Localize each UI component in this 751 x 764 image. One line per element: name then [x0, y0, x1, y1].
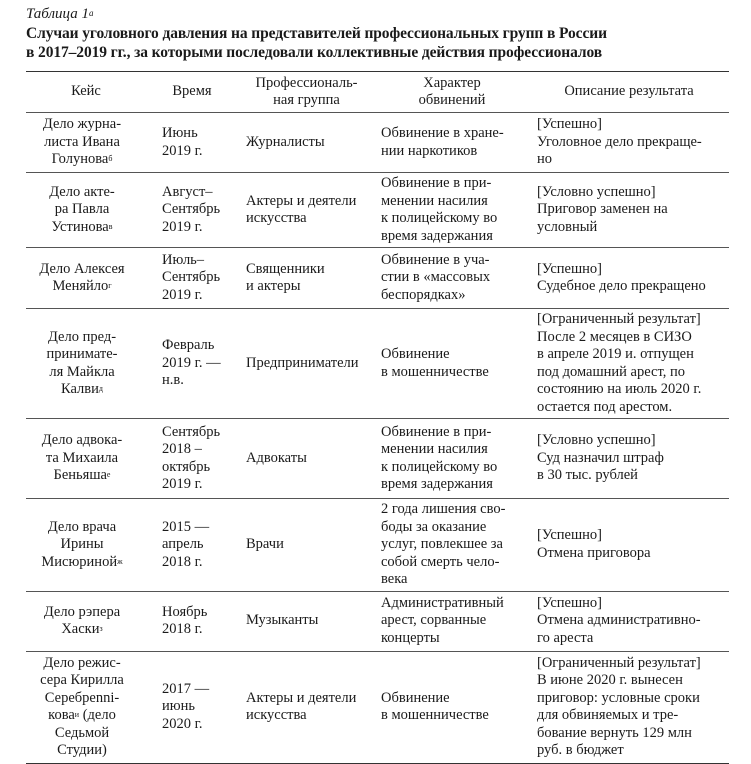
cell-charge-line: Обвинение: [381, 689, 450, 706]
footnote-mark: е: [106, 470, 111, 480]
case-text: Дело журна-: [42, 116, 122, 133]
cell-group-line: Адвокаты: [246, 449, 307, 466]
cell-charge: [375, 173, 529, 248]
case-text: Дело рэпера: [43, 603, 121, 620]
cell-case-line: [26, 261, 138, 279]
cell-group: [238, 113, 375, 173]
cell-result-line: [Успешно]: [537, 594, 602, 611]
cell-group: [238, 173, 375, 248]
cell-group: [238, 591, 375, 651]
cell-charge-line: в мошенничестве: [381, 363, 489, 380]
cell-result-line: Суд назначил штраф: [537, 449, 664, 466]
cell-time-line: 2019 г.: [162, 142, 203, 159]
cell-result-line: [Ограниченный результат]: [537, 654, 701, 671]
table-row: [26, 651, 729, 763]
cell-group-line: искусства: [246, 707, 307, 723]
cell-group-line: Музыканты: [246, 612, 319, 629]
cell-case: [26, 309, 146, 419]
cell-time-line: Июль–: [162, 251, 205, 268]
cell-time: [146, 113, 238, 173]
cell-case-line: [26, 134, 138, 152]
cell-result: [529, 173, 729, 248]
cell-time-line: 2018 –: [162, 441, 202, 457]
cell-charge-line: 2 года лишения сво-: [381, 501, 506, 517]
cell-case: [26, 173, 146, 248]
cell-charge: [375, 651, 529, 763]
footnote-mark: и: [74, 710, 80, 719]
table-body: [26, 113, 729, 764]
cell-result-line: После 2 месяцев в СИЗО: [537, 328, 692, 345]
cell-charge: [375, 419, 529, 499]
case-text: ля Майкла: [49, 363, 115, 380]
header-case: Кейс: [71, 83, 101, 100]
cell-time: [146, 309, 238, 419]
cell-time-line: Сентябрь: [162, 269, 221, 286]
cell-result-line: Приговор заменен на: [537, 201, 668, 218]
case-text: принимате-: [46, 346, 118, 362]
footnote-mark: з: [99, 624, 103, 633]
cell-case: [26, 248, 146, 309]
cell-charge-line: время задержания: [381, 227, 493, 244]
case-text: Дело адвока-: [41, 432, 123, 449]
cell-result-line: [Ограниченный результат]: [537, 311, 701, 327]
case-text: Дело режис-: [43, 654, 121, 671]
cell-time: [146, 651, 238, 763]
caption-footnote-mark: а: [88, 8, 94, 18]
cell-charge-line: менении насилия: [381, 192, 488, 209]
cell-result: [529, 113, 729, 173]
header-charge-line: обвинений: [418, 92, 486, 108]
cell-charge-line: Административный: [381, 594, 504, 611]
cell-charge-line: собой смерть чело-: [381, 553, 500, 570]
cell-time: [146, 248, 238, 309]
table-row: [26, 499, 729, 592]
header-charge: [375, 72, 529, 113]
table-title-line: в 2017–2019 гг., за которыми последовали коллективные действия профессионалов: [26, 44, 603, 61]
case-text: Дело акте-: [49, 183, 115, 200]
table-row: [26, 113, 729, 173]
cell-group-line: и актеры: [246, 278, 301, 294]
cell-charge-line: стии в «массовых: [381, 269, 491, 286]
cell-result-line: [Успешно]: [537, 260, 602, 277]
cell-case-line: [26, 604, 138, 622]
case-text: Голунова: [51, 151, 109, 168]
cell-time-line: июнь: [162, 698, 195, 715]
cell-result-line: го ареста: [537, 629, 594, 646]
cell-case-line: [26, 201, 138, 219]
cell-case-line: [26, 519, 138, 537]
case-text: Дело Алексея: [39, 260, 125, 277]
cell-case-line: [26, 219, 138, 237]
table-row: [26, 309, 729, 419]
cell-time-line: 2019 г.: [162, 218, 203, 235]
cell-charge: [375, 113, 529, 173]
cell-charge-line: в мошенничестве: [381, 707, 489, 723]
table-caption: Таблица $1^а$: [26, 6, 94, 22]
cell-case-line: [26, 707, 138, 725]
cell-group-line: Священники: [246, 260, 325, 277]
cell-group-line: Актеры и деятели: [246, 689, 357, 706]
cell-case-line: [26, 621, 138, 639]
case-text: Серебрenni-: [44, 689, 120, 706]
cell-time-line: Сентябрь: [162, 201, 221, 218]
case-text: Хаски: [61, 621, 100, 637]
cell-charge: [375, 248, 529, 309]
cell-charge-line: к полицейскому во: [381, 458, 498, 475]
cell-charge-line: концерты: [381, 629, 440, 646]
cell-case: [26, 651, 146, 763]
cell-result-line: но: [537, 151, 553, 168]
cell-case-line: Студии): [57, 742, 107, 758]
cell-result-line: в апреле 2019 и. отпущен: [537, 346, 694, 362]
cell-result: [529, 499, 729, 592]
cell-case-line: [26, 116, 138, 134]
cell-time-line: 2019 г.: [162, 286, 203, 303]
cell-case-line: [26, 536, 138, 554]
cell-result: [529, 591, 729, 651]
footnote-mark: в: [108, 221, 113, 231]
cell-result-line: [Успешно]: [537, 527, 602, 544]
cell-time-line: 2019 г. —: [162, 354, 221, 371]
cell-case-line: [26, 690, 138, 708]
cell-time-line: 2015 —: [162, 518, 210, 535]
cell-group-line: Предприниматели: [246, 354, 359, 371]
cell-result-line: [Условно успешно]: [537, 432, 656, 449]
cell-result-line: Судебное дело прекращено: [537, 278, 706, 294]
cell-time-line: апрель: [162, 536, 204, 552]
cell-case-line: [26, 432, 138, 450]
cell-result-line: Уголовное дело прекраще-: [537, 133, 702, 150]
cell-charge-line: века: [381, 571, 408, 587]
cell-time-line: Сентябрь: [162, 423, 221, 440]
cell-time-line: Ноябрь: [162, 603, 208, 620]
case-text: Беньяша: [53, 467, 107, 484]
case-text: Ирины: [60, 536, 104, 552]
cell-time-line: н.в.: [162, 372, 184, 389]
cell-group: [238, 651, 375, 763]
cell-time-line: 2017 —: [162, 680, 210, 697]
cell-case-line: [26, 467, 138, 485]
cell-charge: [375, 309, 529, 419]
cell-case-line: [26, 329, 138, 347]
cell-case: [26, 113, 146, 173]
cell-charge-line: боды за оказание: [381, 518, 487, 535]
cell-time-line: 2020 г.: [162, 715, 203, 732]
cell-result-line: приговор: условные сроки: [537, 689, 700, 706]
cell-group-line: Актеры и деятели: [246, 192, 357, 209]
cell-result-line: состоянию на июль 2020 г.: [537, 381, 702, 397]
case-text: листа Ивана: [44, 133, 120, 150]
footnote-mark: д: [98, 384, 103, 393]
cell-time-line: Февраль: [162, 337, 215, 354]
cell-time-line: Август–: [162, 183, 213, 200]
cell-time-line: 2018 г.: [162, 621, 203, 637]
cell-charge: [375, 499, 529, 592]
cell-result-line: под домашний арест, по: [537, 363, 685, 380]
table-title: [26, 24, 729, 62]
case-text: (дело: [82, 707, 116, 723]
cell-case-line: Седьмой: [54, 724, 110, 741]
case-text: Меняйло: [52, 278, 109, 294]
header-time: Время: [172, 83, 212, 100]
cell-charge: [375, 591, 529, 651]
cell-charge-line: арест, сорванные: [381, 612, 487, 629]
cell-result-line: Отмена приговора: [537, 544, 651, 561]
cell-case: [26, 419, 146, 499]
cell-result-line: [Условно успешно]: [537, 183, 656, 200]
cell-result-line: [Успешно]: [537, 116, 602, 133]
cell-case-line: [26, 450, 138, 468]
cell-group-line: искусства: [246, 210, 307, 226]
cell-result: [529, 419, 729, 499]
table-title-line: Случаи уголовного давления на представителей профессиональных групп в России: [26, 25, 607, 42]
cell-case-line: [26, 151, 138, 169]
cell-charge-line: Обвинение в при-: [381, 423, 492, 440]
cell-group: [238, 309, 375, 419]
cell-group: [238, 499, 375, 592]
cell-charge-line: время задержания: [381, 476, 493, 492]
cell-result-line: для обвиняемых и тре-: [537, 707, 679, 723]
cell-time: [146, 499, 238, 592]
cell-charge-line: Обвинение в при-: [381, 175, 492, 191]
cell-time: [146, 419, 238, 499]
footnote-mark: г: [108, 281, 112, 290]
header-group-line: Профессиональ-: [255, 74, 358, 91]
cell-charge-line: услуг, повлекшее за: [381, 536, 503, 552]
cell-group-line: Врачи: [246, 536, 284, 552]
cell-group: [238, 419, 375, 499]
cell-charge-line: Обвинение в хране-: [381, 125, 504, 141]
cell-case: [26, 591, 146, 651]
header-group: [238, 72, 375, 113]
cell-time-line: Июнь: [162, 125, 198, 141]
cell-result: [529, 651, 729, 763]
case-text: кова: [48, 707, 75, 723]
case-text: сера Кирилла: [40, 672, 124, 688]
case-text: Дело пред-: [47, 328, 117, 345]
table-header: [26, 72, 729, 113]
header-result: Описание результата: [564, 83, 694, 100]
cell-time: [146, 591, 238, 651]
cell-time: [146, 173, 238, 248]
table-row: [26, 419, 729, 499]
cell-case-line: [26, 364, 138, 382]
cell-charge-line: к полицейскому во: [381, 210, 498, 226]
case-text: Калви: [61, 381, 99, 397]
cell-charge-line: нии наркотиков: [381, 142, 478, 159]
cell-result: [529, 309, 729, 419]
cell-result-line: руб. в бюджет: [537, 742, 624, 758]
cell-case-line: [26, 381, 138, 399]
table-row: [26, 591, 729, 651]
cell-case-line: [26, 278, 138, 296]
cell-result: [529, 248, 729, 309]
cell-case-line: [26, 672, 138, 690]
cell-time-line: 2019 г.: [162, 476, 203, 492]
case-text: ра Павла: [54, 201, 110, 218]
cell-charge-line: менении насилия: [381, 441, 488, 457]
case-text: Мисюриной: [41, 553, 118, 570]
cell-result-line: в 30 тыс. рублей: [537, 467, 638, 484]
cell-group: [238, 248, 375, 309]
cell-charge-line: беспорядках»: [381, 286, 466, 303]
cell-result-line: Отмена административно-: [537, 612, 701, 629]
cell-result-line: В июне 2020 г. вынесен: [537, 672, 683, 688]
cases-table: [26, 71, 729, 764]
cell-time-line: 2018 г.: [162, 553, 203, 570]
footnote-mark: б: [108, 154, 113, 164]
cell-group-line: Журналисты: [246, 133, 325, 150]
header-charge-line: Характер: [423, 74, 481, 91]
case-text: та Михаила: [45, 449, 119, 466]
header-group-line: ная группа: [273, 92, 340, 108]
cell-charge-line: Обвинение в уча-: [381, 251, 490, 268]
cell-case-line: [26, 554, 138, 572]
cell-time-line: октябрь: [162, 458, 211, 475]
table-row: [26, 248, 729, 309]
cell-case-line: [26, 184, 138, 202]
cell-case: [26, 499, 146, 592]
cell-result-line: бование вернуть 129 млн: [537, 724, 692, 741]
cell-result-line: остается под арестом.: [537, 398, 673, 415]
cell-charge-line: Обвинение: [381, 346, 450, 362]
case-text: Устинова: [51, 218, 109, 235]
table-row: [26, 173, 729, 248]
cell-result-line: условный: [537, 218, 598, 235]
case-text: Дело врача: [47, 518, 117, 535]
footnote-mark: ж: [117, 556, 123, 566]
cell-case-line: [26, 655, 138, 673]
cell-case-line: [26, 346, 138, 364]
